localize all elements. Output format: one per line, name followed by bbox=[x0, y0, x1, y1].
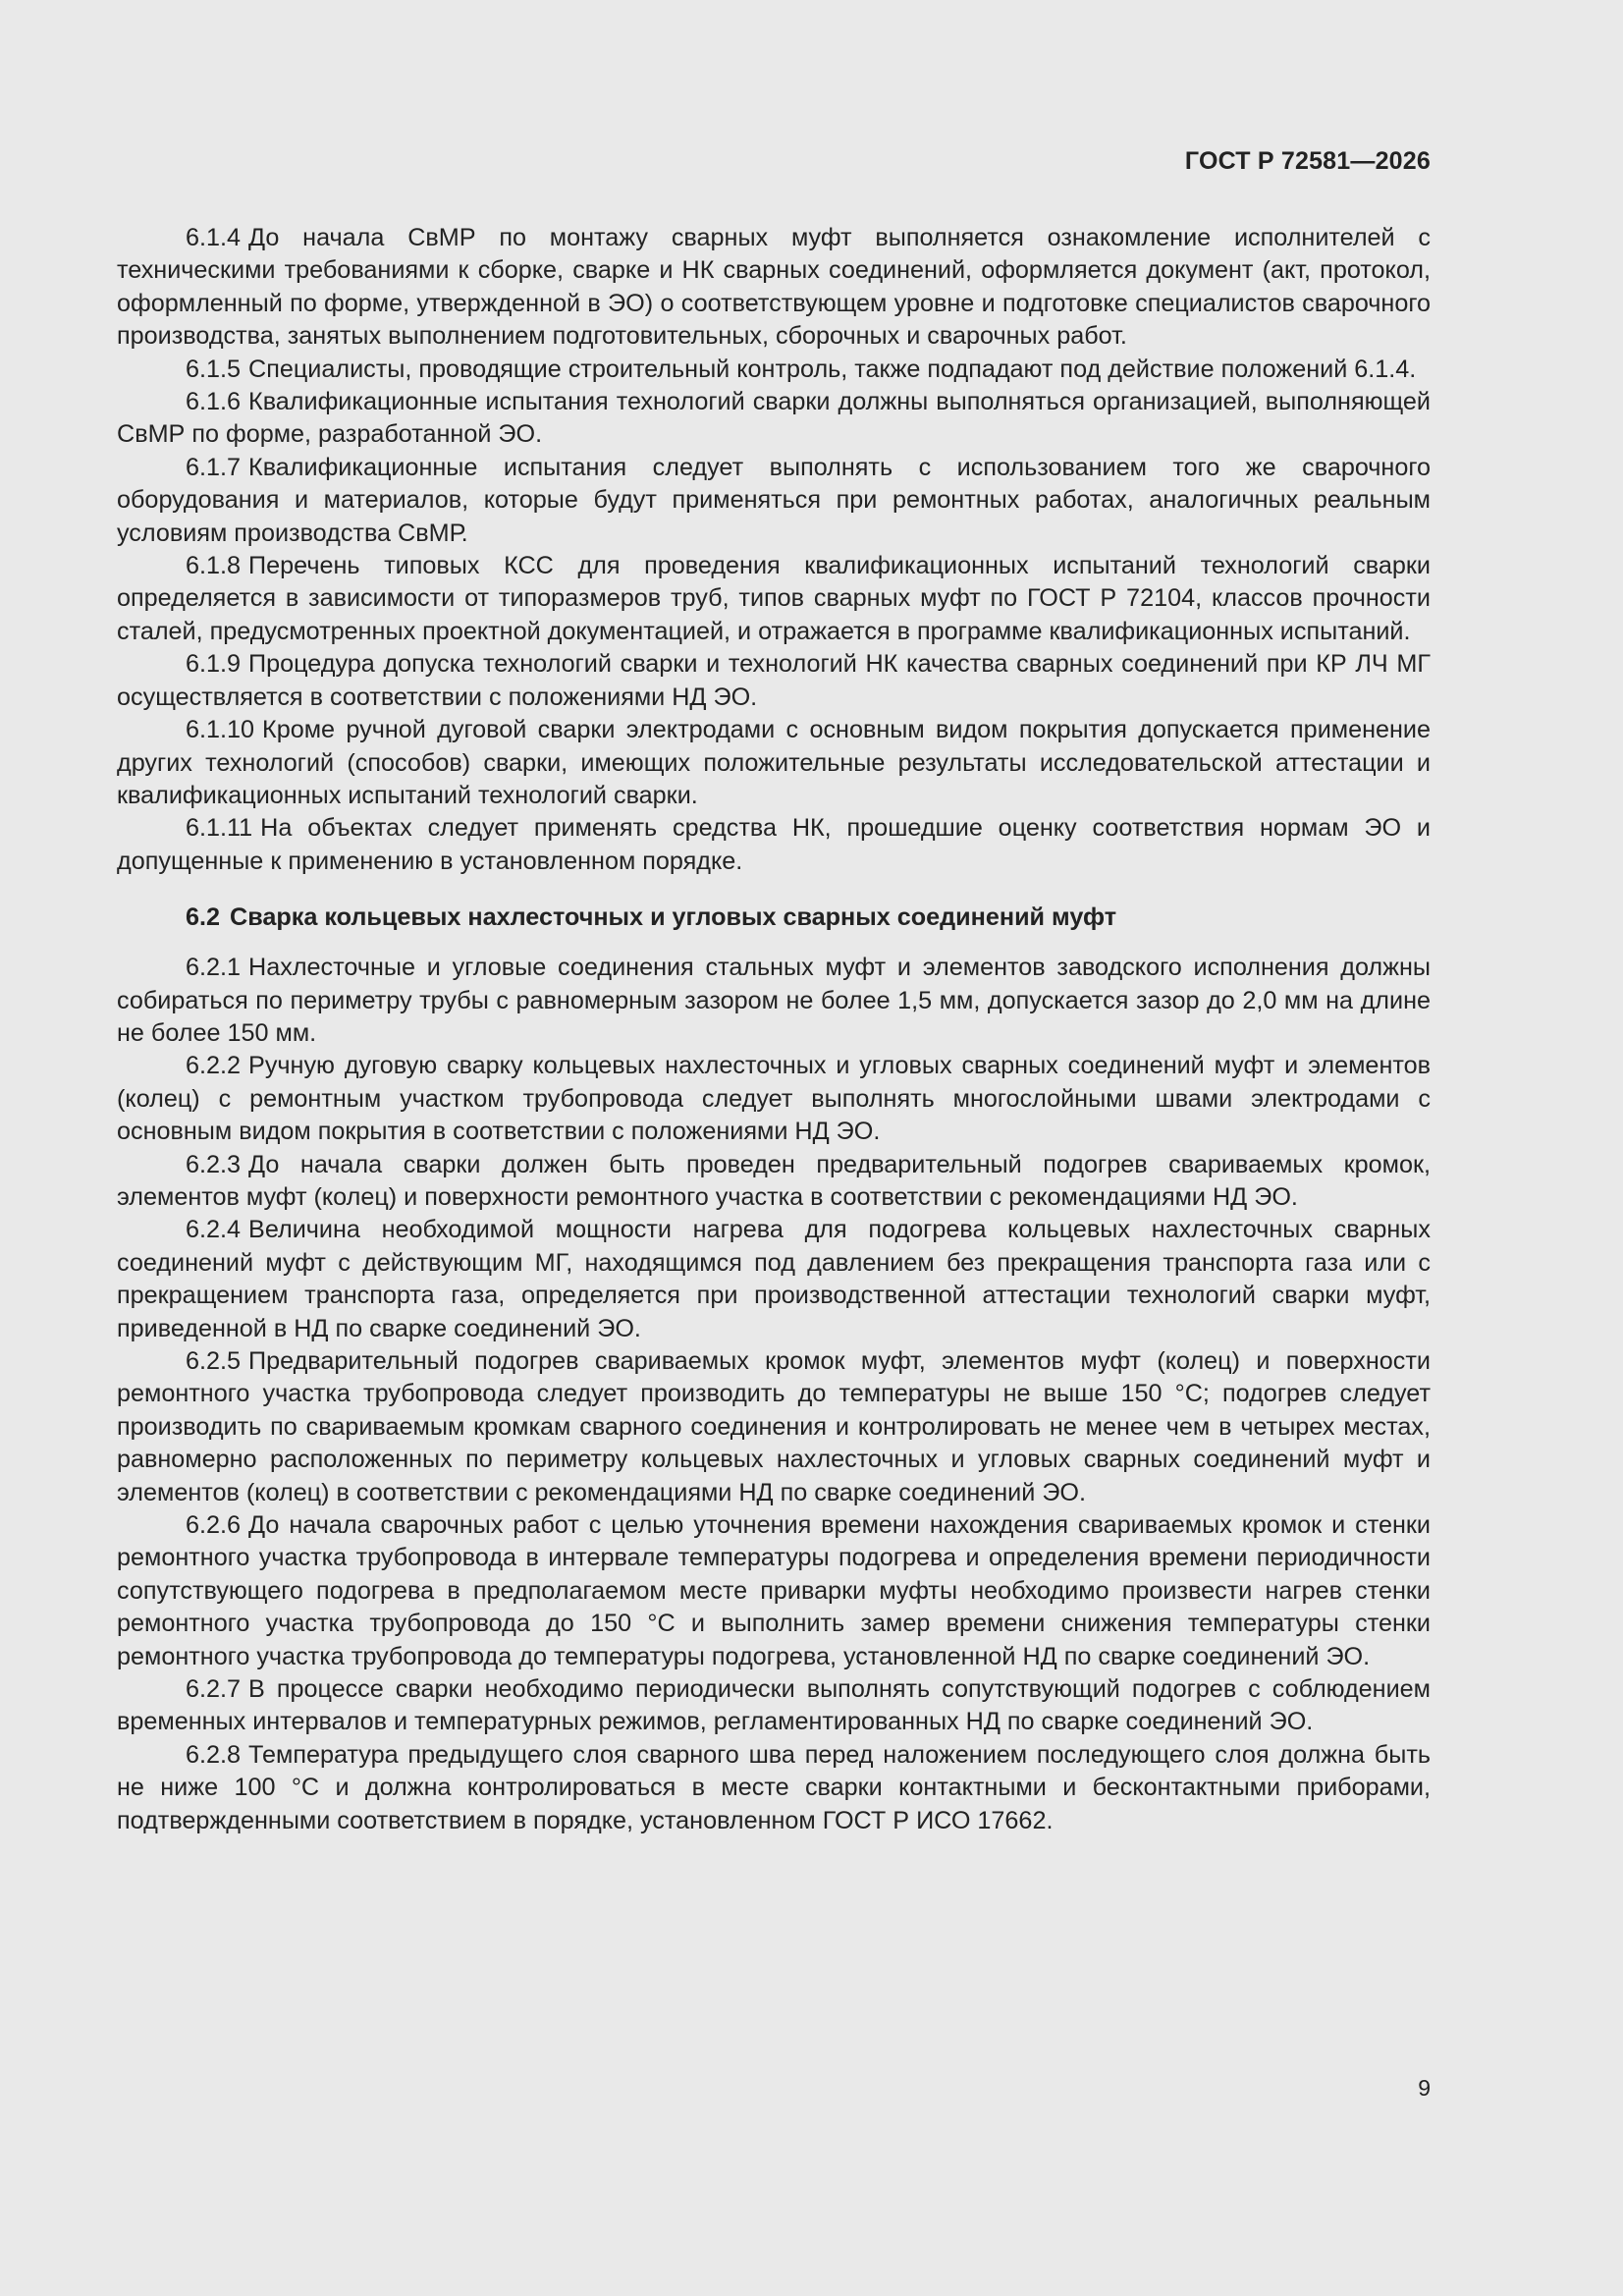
paragraph-number: 6.1.9 bbox=[186, 650, 242, 679]
paragraph-text: До начала СвМР по монтажу сварных муфт выполняется ознакомление исполнителей с техническими требованиями к сборке, сварке и НК сварных соединений, оформляется документ (акт, протокол, оформленный по форме, утвержденной в ЭО) о соответствующем уровне и подготовке специалистов сварочного производства, занятых выполнением подготовительных, сборочных и сварочных работ. bbox=[117, 224, 1431, 351]
paragraph-6-1-4 bbox=[117, 222, 1431, 354]
paragraph-6-2-1 bbox=[117, 952, 1431, 1050]
paragraph-6-1-10 bbox=[117, 714, 1431, 812]
paragraph-6-1-11 bbox=[117, 812, 1431, 878]
paragraph-text: Кроме ручной дуговой сварки электродами с основным видом покрытия допускается применение других технологий (способов) сварки, имеющих положительные результаты исследовательской аттестации и квалификационных испытаний технологий сварки. bbox=[117, 716, 1431, 809]
paragraph-number: 6.1.6 bbox=[186, 388, 242, 416]
paragraph-number: 6.1.8 bbox=[186, 552, 242, 580]
paragraph-text: Ручную дуговую сварку кольцевых нахлесточных и угловых сварных соединений муфт и элементов (колец) с ремонтным участком трубопровода следует выполнять многослойными швами электродами с основным видом покрытия в соответствии с положениями НД ЭО. bbox=[117, 1052, 1431, 1146]
paragraph-number: 6.1.10 bbox=[186, 716, 255, 744]
paragraph-text: Специалисты, проводящие строительный контроль, также подпадают под действие положений 6.1.4. bbox=[248, 355, 1417, 383]
section-number: 6.2 bbox=[186, 903, 221, 932]
paragraph-text: Квалификационные испытания следует выполнять с использованием того же сварочного оборудования и материалов, которые будут применяться при ремонтных работах, аналогичных реальным условиям производства СвМР. bbox=[117, 453, 1431, 547]
section-heading bbox=[117, 901, 1431, 934]
paragraph-6-2-4 bbox=[117, 1214, 1431, 1345]
paragraph-text: До начала сварки должен быть проведен предварительный подогрев свариваемых кромок, элементов муфт (колец) и поверхности ремонтного участка в соответствии с рекомендациями НД ЭО. bbox=[117, 1150, 1431, 1211]
paragraph-number: 6.2.8 bbox=[186, 1740, 242, 1769]
paragraph-text: В процессе сварки необходимо периодически выполнять сопутствующий подогрев с соблюдением временных интервалов и температурных режимов, регламентированных НД по сварке соединений ЭО. bbox=[117, 1675, 1431, 1736]
paragraph-number: 6.2.5 bbox=[186, 1347, 242, 1375]
document-standard-number: ГОСТ Р 72581—2026 bbox=[1184, 147, 1431, 175]
paragraph-text: Величина необходимой мощности нагрева для подогрева кольцевых нахлесточных сварных соединений муфт с действующим МГ, находящимся под давлением без прекращения транспорта газа или с прекращением транспорта газа, определяется при производственной аттестации технологий сварки муфт, приведенной в НД по сварке соединений ЭО. bbox=[117, 1216, 1431, 1342]
paragraph-text: Процедура допуска технологий сварки и технологий НК качества сварных соединений при КР ЛЧ МГ осуществляется в соответствии с положениями НД ЭО. bbox=[117, 650, 1431, 711]
paragraph-text: Температура предыдущего слоя сварного шва перед наложением последующего слоя должна быть не ниже 100 °С и должна контролироваться в месте сварки контактными и бесконтактными приборами, подтвержденными соответствием в порядке, установленном ГОСТ Р ИСО 17662. bbox=[117, 1740, 1431, 1834]
paragraph-text: Нахлесточные и угловые соединения стальных муфт и элементов заводского исполнения должны собираться по периметру трубы с равномерным зазором не более 1,5 мм, допускается зазор до 2,0 мм на длине не более 150 мм. bbox=[117, 954, 1431, 1047]
paragraph-number: 6.2.2 bbox=[186, 1052, 242, 1080]
paragraph-6-2-3 bbox=[117, 1149, 1431, 1215]
paragraph-number: 6.1.7 bbox=[186, 453, 242, 481]
paragraph-text: Перечень типовых КСС для проведения квалификационных испытаний технологий сварки определяется в зависимости от типоразмеров труб, типов сварных муфт по ГОСТ Р 72104, классов прочности сталей, предусмотренных проектной документацией, и отражается в программе квалификационных испытаний. bbox=[117, 552, 1431, 645]
paragraph-6-1-9 bbox=[117, 648, 1431, 714]
document-body bbox=[117, 222, 1431, 1837]
paragraph-number: 6.1.4 bbox=[186, 224, 242, 251]
section-title: Сварка кольцевых нахлесточных и угловых сварных соединений муфт bbox=[230, 903, 1117, 932]
paragraph-6-1-8 bbox=[117, 550, 1431, 648]
paragraph-number: 6.1.11 bbox=[186, 814, 253, 843]
paragraph-number: 6.1.5 bbox=[186, 355, 242, 383]
paragraph-number: 6.2.4 bbox=[186, 1216, 242, 1244]
page-number: 9 bbox=[1418, 2075, 1431, 2101]
paragraph-number: 6.2.1 bbox=[186, 954, 242, 982]
paragraph-number: 6.2.6 bbox=[186, 1511, 242, 1540]
paragraph-6-2-5 bbox=[117, 1345, 1431, 1509]
paragraph-text: До начала сварочных работ с целью уточнения времени нахождения свариваемых кромок и стенки ремонтного участка трубопровода в интервале температуры подогрева и определения времени периодичности сопутствующего подогрева в предполагаемом месте приварки муфты необходимо произвести нагрев стенки ремонтного участка трубопровода до 150 °С и выполнить замер времени снижения температуры стенки ремонтного участка трубопровода до температуры подогрева, установленной НД по сварке соединений ЭО. bbox=[117, 1511, 1431, 1670]
paragraph-text: Квалификационные испытания технологий сварки должны выполняться организацией, выполняющей СвМР по форме, разработанной ЭО. bbox=[117, 388, 1431, 449]
paragraph-6-1-7 bbox=[117, 452, 1431, 550]
paragraph-6-2-2 bbox=[117, 1050, 1431, 1148]
paragraph-6-1-5 bbox=[117, 354, 1431, 386]
paragraph-text: На объектах следует применять средства НК, прошедшие оценку соответствия нормам ЭО и допущенные к применению в установленном порядке. bbox=[117, 814, 1431, 875]
paragraph-text: Предварительный подогрев свариваемых кромок муфт, элементов муфт (колец) и поверхности ремонтного участка трубопровода следует производить до температуры не выше 150 °С; подогрев следует производить по свариваемым кромкам сварного соединения и контролировать не менее чем в четырех местах, равномерно расположенных по периметру кольцевых нахлесточных и угловых сварных соединений муфт и элементов (колец) в соответствии с рекомендациями НД по сварке соединений ЭО. bbox=[117, 1347, 1431, 1506]
paragraph-number: 6.2.3 bbox=[186, 1150, 242, 1178]
paragraph-number: 6.2.7 bbox=[186, 1675, 242, 1704]
paragraph-6-2-7 bbox=[117, 1673, 1431, 1739]
paragraph-6-2-8 bbox=[117, 1739, 1431, 1837]
paragraph-6-2-6 bbox=[117, 1509, 1431, 1673]
paragraph-6-1-6 bbox=[117, 386, 1431, 452]
